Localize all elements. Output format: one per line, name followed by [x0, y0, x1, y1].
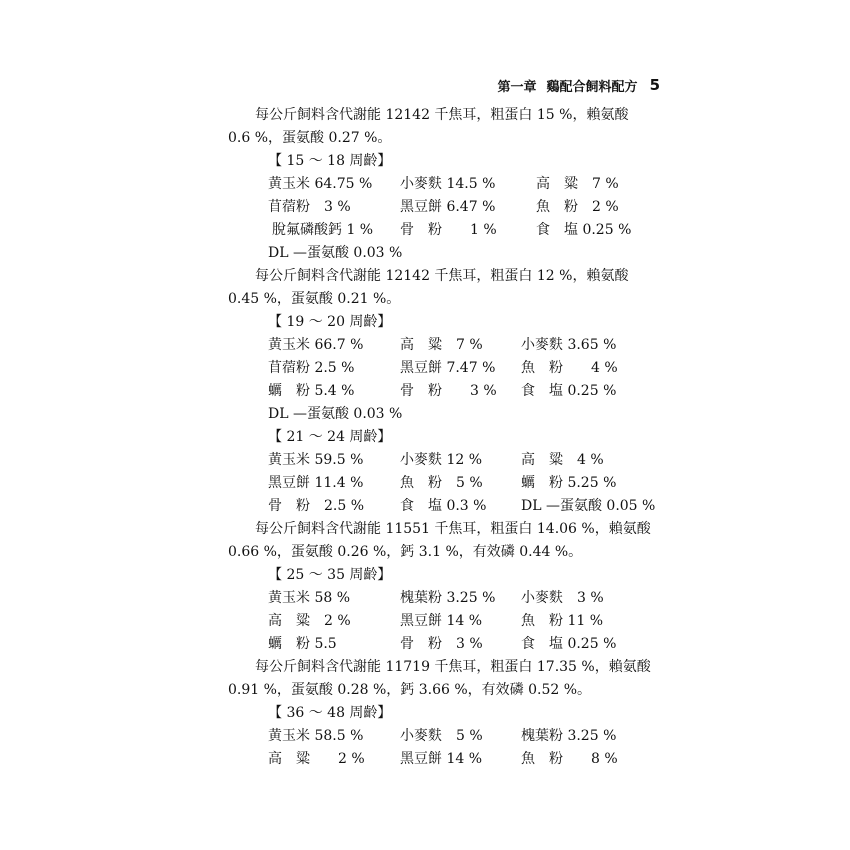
ingredient: 小麥麩 3.65 %	[521, 337, 617, 353]
ingredient: 黄玉米 59.5 %	[268, 452, 364, 468]
ingredient: 食 塩 0.25 %	[521, 636, 617, 652]
ingredient: 高 粱 7 %	[536, 176, 619, 192]
page-number: 5	[649, 76, 660, 94]
ingredient: 黑豆餅 6.47 %	[400, 199, 496, 215]
ingredient: 小麥麩 14.5 %	[400, 176, 496, 192]
chapter-label: 第一章	[497, 79, 537, 95]
ingredient: 高 粱 7 %	[400, 337, 483, 353]
running-header	[470, 74, 660, 96]
ingredient: 黄玉米 66.7 %	[268, 337, 364, 353]
ingredient: 食 塩 0.25 %	[521, 383, 617, 399]
paragraph-line: 0.45 %，蛋氨酸 0.21 %。	[228, 291, 401, 307]
ingredient: 槐葉粉 3.25 %	[400, 590, 496, 606]
ingredient: 脫氟磷酸鈣 1 %	[272, 222, 374, 238]
ingredient: 魚 粉 5 %	[400, 475, 483, 491]
ingredient: 骨 粉 2.5 %	[268, 498, 365, 514]
ingredient: 苜蓿粉 3 %	[268, 199, 351, 215]
ingredient: 蠣 粉 5.5	[268, 636, 337, 652]
ingredient: 魚 粉 2 %	[536, 199, 619, 215]
ingredient: 骨 粉 3 %	[400, 636, 483, 652]
paragraph-line: 每公斤飼料含代謝能 11719 千焦耳，粗蛋白 17.35 %，賴氨酸	[255, 659, 651, 675]
paragraph-line: 每公斤飼料含代謝能 11551 千焦耳，粗蛋白 14.06 %，賴氨酸	[255, 521, 651, 537]
ingredient: DL —蛋氨酸 0.05 %	[521, 498, 656, 514]
ingredient: 骨 粉 1 %	[400, 222, 497, 238]
ingredient: 小麥麩 3 %	[521, 590, 604, 606]
ingredient: 槐葉粉 3.25 %	[521, 728, 617, 744]
ingredient: 魚 粉 11 %	[521, 613, 604, 629]
ingredient: 蠣 粉 5.25 %	[521, 475, 617, 491]
ingredient: DL —蛋氨酸 0.03 %	[268, 245, 403, 261]
ingredient: 蠣 粉 5.4 %	[268, 383, 355, 399]
ingredient: 魚 粉 4 %	[521, 360, 618, 376]
ingredient: 黄玉米 58.5 %	[268, 728, 364, 744]
ingredient: 黑豆餅 14 %	[400, 751, 483, 767]
ingredient: 食 塩 0.3 %	[400, 498, 487, 514]
ingredient: 高 粱 2 %	[268, 613, 351, 629]
section-heading: 【 36 ～ 48 周齡】	[268, 705, 392, 721]
section-heading: 【 15 ～ 18 周齡】	[268, 153, 392, 169]
ingredient: 黑豆餅 7.47 %	[400, 360, 496, 376]
ingredient: 黄玉米 58 %	[268, 590, 351, 606]
paragraph-line: 0.91 %，蛋氨酸 0.28 %，鈣 3.66 %，有效磷 0.52 %。	[228, 682, 592, 698]
ingredient: 黑豆餅 14 %	[400, 613, 483, 629]
ingredient: 黑豆餅 11.4 %	[268, 475, 364, 491]
paragraph-line: 0.66 %，蛋氨酸 0.26 %，鈣 3.1 %，有效磷 0.44 %。	[228, 544, 583, 560]
section-heading: 【 25 ～ 35 周齡】	[268, 567, 392, 583]
ingredient: 黄玉米 64.75 %	[268, 176, 373, 192]
ingredient: 高 粱 2 %	[268, 751, 365, 767]
section-heading: 【 19 ～ 20 周齡】	[268, 314, 392, 330]
ingredient: 魚 粉 8 %	[521, 751, 618, 767]
ingredient: 苜蓿粉 2.5 %	[268, 360, 355, 376]
ingredient: 小麥麩 5 %	[400, 728, 483, 744]
ingredient: 食 塩 0.25 %	[536, 222, 632, 238]
paragraph-line: 0.6 %，蛋氨酸 0.27 %。	[228, 130, 392, 146]
ingredient: 高 粱 4 %	[521, 452, 604, 468]
ingredient: DL —蛋氨酸 0.03 %	[268, 406, 403, 422]
ingredient: 小麥麩 12 %	[400, 452, 483, 468]
section-heading: 【 21 ～ 24 周齡】	[268, 429, 392, 445]
chapter-title: 鷄配合飼料配方	[546, 79, 638, 95]
ingredient: 骨 粉 3 %	[400, 383, 497, 399]
paragraph-line: 每公斤飼料含代謝能 12142 千焦耳，粗蛋白 12 %，賴氨酸	[255, 268, 629, 284]
paragraph-line: 每公斤飼料含代謝能 12142 千焦耳，粗蛋白 15 %，賴氨酸	[255, 107, 629, 123]
